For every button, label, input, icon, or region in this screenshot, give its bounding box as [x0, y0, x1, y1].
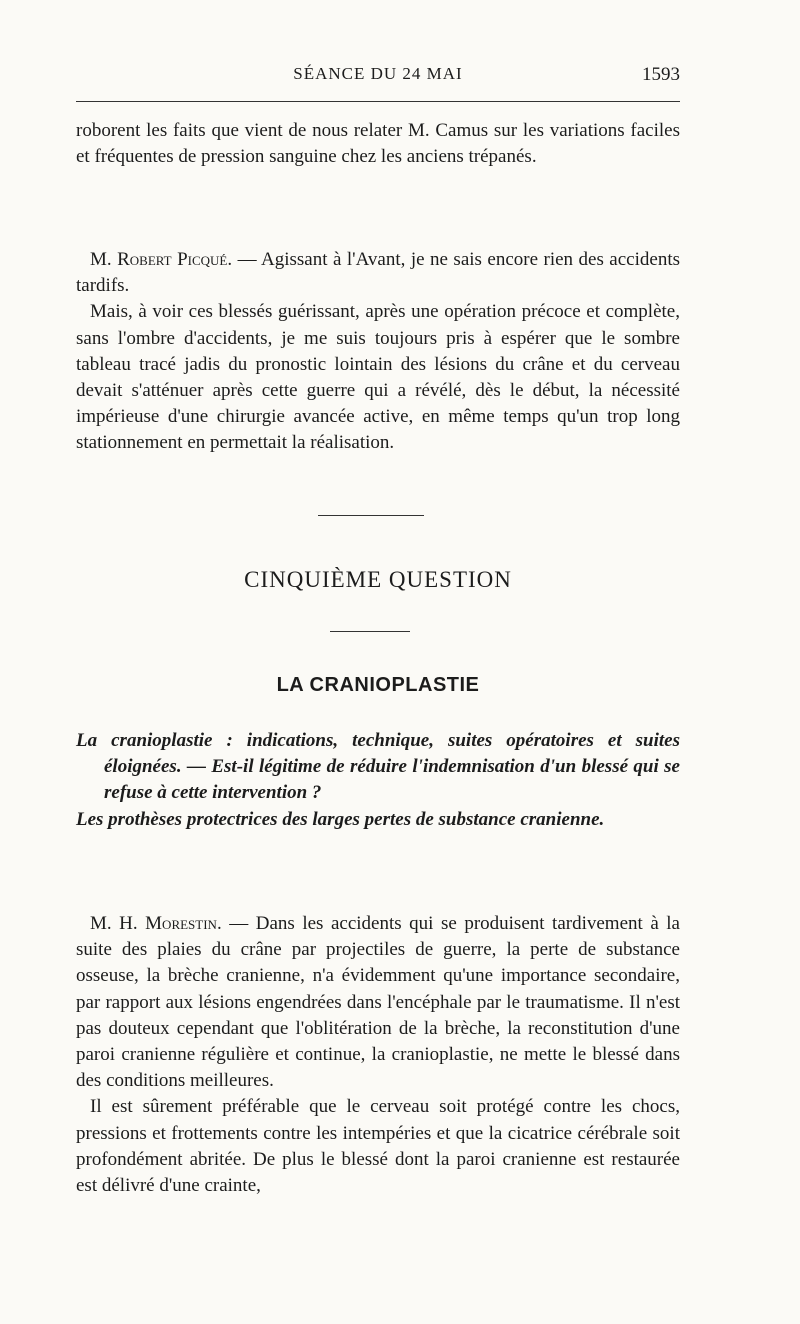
- question-text: Les prothèses protectrices des larges pertes de substance cranienne.: [76, 808, 605, 830]
- section-title: CINQUIÈME QUESTION: [244, 567, 512, 592]
- subsection-title: LA CRANIOPLASTIE: [276, 674, 480, 696]
- paragraph: roborent les faits que vient de nous relater M. Camus sur les variations faciles et fréquentes de pression sanguine chez les anciens trépanés.: [76, 120, 680, 168]
- paragraph: Mais, à voir ces blessés guérissant, après une opération précoce et complète, sans l'ombre d'accidents, je me suis toujours pris à espérer que le sombre tableau tracé jadis du pronostic lointain des lésions du crâne et du cerveau devait s'atténuer après cette guerre qui a révélé, dès le début, la nécessité impérieuse d'une chirurgie avancée active, en même temps qu'un trop long stationnement en permettait la réalisation.: [76, 301, 680, 454]
- morestin-intervention: [76, 911, 680, 1199]
- section-divider: [318, 515, 424, 516]
- paragraph: [76, 911, 680, 1094]
- running-head: SÉANCE DU 24 MAI: [293, 64, 463, 83]
- picque-intervention: [76, 247, 680, 457]
- page-header: [76, 64, 680, 88]
- speaker-name: M. H. Morestin.: [90, 913, 222, 934]
- question-block: [76, 728, 680, 833]
- page-number: 1593: [642, 64, 680, 85]
- continued-paragraph: [76, 118, 680, 170]
- header-rule: [76, 101, 680, 102]
- section-divider: [330, 631, 410, 632]
- speaker-name: M. Robert Picqué.: [90, 249, 233, 270]
- paragraph: Il est sûrement préférable que le cerveau soit protégé contre les chocs, pressions et frottements contre les intempéries et que la cicatrice cérébrale soit profondément abritée. De plus le blessé dont la paroi cranienne est restaurée est délivré d'une crainte,: [76, 1096, 680, 1197]
- paragraph: [76, 247, 680, 299]
- paragraph-text: — Agissant à l'Avant, je ne sais encore rien des accidents tardifs.: [76, 249, 680, 297]
- paragraph-text: — Dans les accidents qui se produisent tardivement à la suite des plaies du crâne par projectiles de guerre, la perte de substance osseuse, la brèche cranienne, n'a évidemment qu'une importance secondaire, par rapport aux lésions engendrées dans l'encéphale par le traumatisme. Il n'est pas douteux cependant que l'oblitération de la brèche, la reconstitution d'une paroi cranienne régulière et continue, la cranioplastie, ne mette le blessé dans des conditions meilleures.: [76, 913, 680, 1092]
- question-text: La cranioplastie : indications, technique, suites opératoires et suites éloignées. — Est-il légitime de réduire l'indemnisation d'un blessé qui se refuse à cette intervention ?: [76, 730, 680, 804]
